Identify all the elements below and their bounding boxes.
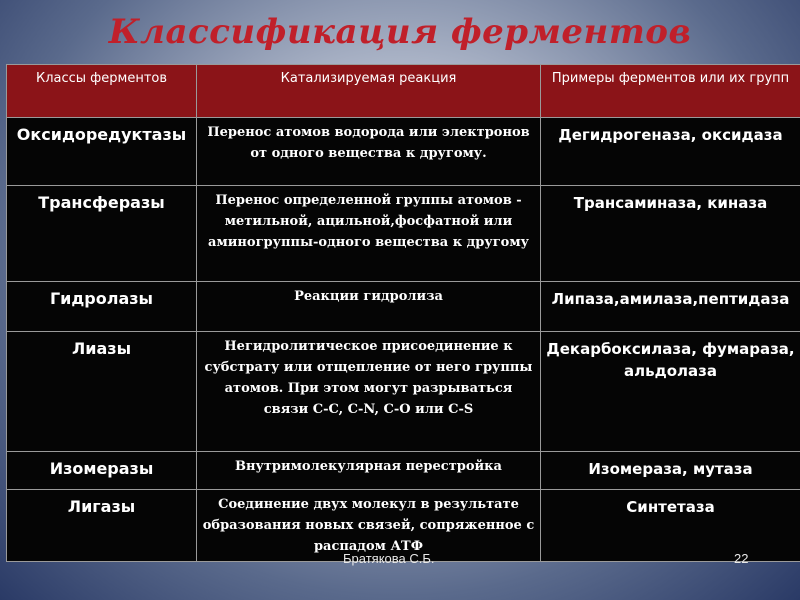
enzyme-class-cell: Гидролазы (7, 282, 197, 332)
table-row (7, 282, 800, 332)
table-row (7, 118, 800, 186)
table-row (7, 332, 800, 452)
reaction-cell: Перенос атомов водорода или электронов от одного вещества к другому. (197, 118, 541, 186)
reaction-cell: Реакции гидролиза (197, 282, 541, 332)
table-header-row (7, 65, 800, 118)
examples-cell: Синтетаза (541, 490, 800, 562)
header-classes: Классы ферментов (7, 65, 197, 118)
author-footer: Братякова С.Б. (343, 551, 435, 566)
header-reaction: Катализируемая реакция (197, 65, 541, 118)
examples-cell: Трансаминаза, киназа (541, 186, 800, 282)
table-row (7, 186, 800, 282)
enzyme-class-cell: Трансферазы (7, 186, 197, 282)
table-row (7, 452, 800, 490)
reaction-cell: Негидролитическое присоединение к субстрату или отщепление от него группы атомов. При этом могут разрываться связи C-C, C-N, C-O или C-S (197, 332, 541, 452)
examples-cell: Изомераза, мутаза (541, 452, 800, 490)
reaction-cell: Перенос определенной группы атомов - метильной, ацильной,фосфатной или аминогруппы-одного вещества к другому (197, 186, 541, 282)
enzyme-class-cell: Лиазы (7, 332, 197, 452)
examples-cell: Декарбоксилаза, фумараза, альдолаза (541, 332, 800, 452)
examples-cell: Липаза,амилаза,пептидаза (541, 282, 800, 332)
slide-title: Классификация ферментов (108, 12, 692, 52)
enzyme-classification-table (6, 64, 800, 562)
enzyme-class-cell: Лигазы (7, 490, 197, 562)
reaction-cell: Соединение двух молекул в результате образования новых связей, сопряженное с распадом АТФ (197, 490, 541, 562)
enzyme-class-cell: Изомеразы (7, 452, 197, 490)
header-examples: Примеры ферментов или их групп (541, 65, 800, 118)
examples-cell: Дегидрогеназа, оксидаза (541, 118, 800, 186)
page-number: 22 (734, 551, 749, 566)
reaction-cell: Внутримолекулярная перестройка (197, 452, 541, 490)
enzyme-class-cell: Оксидоредуктазы (7, 118, 197, 186)
